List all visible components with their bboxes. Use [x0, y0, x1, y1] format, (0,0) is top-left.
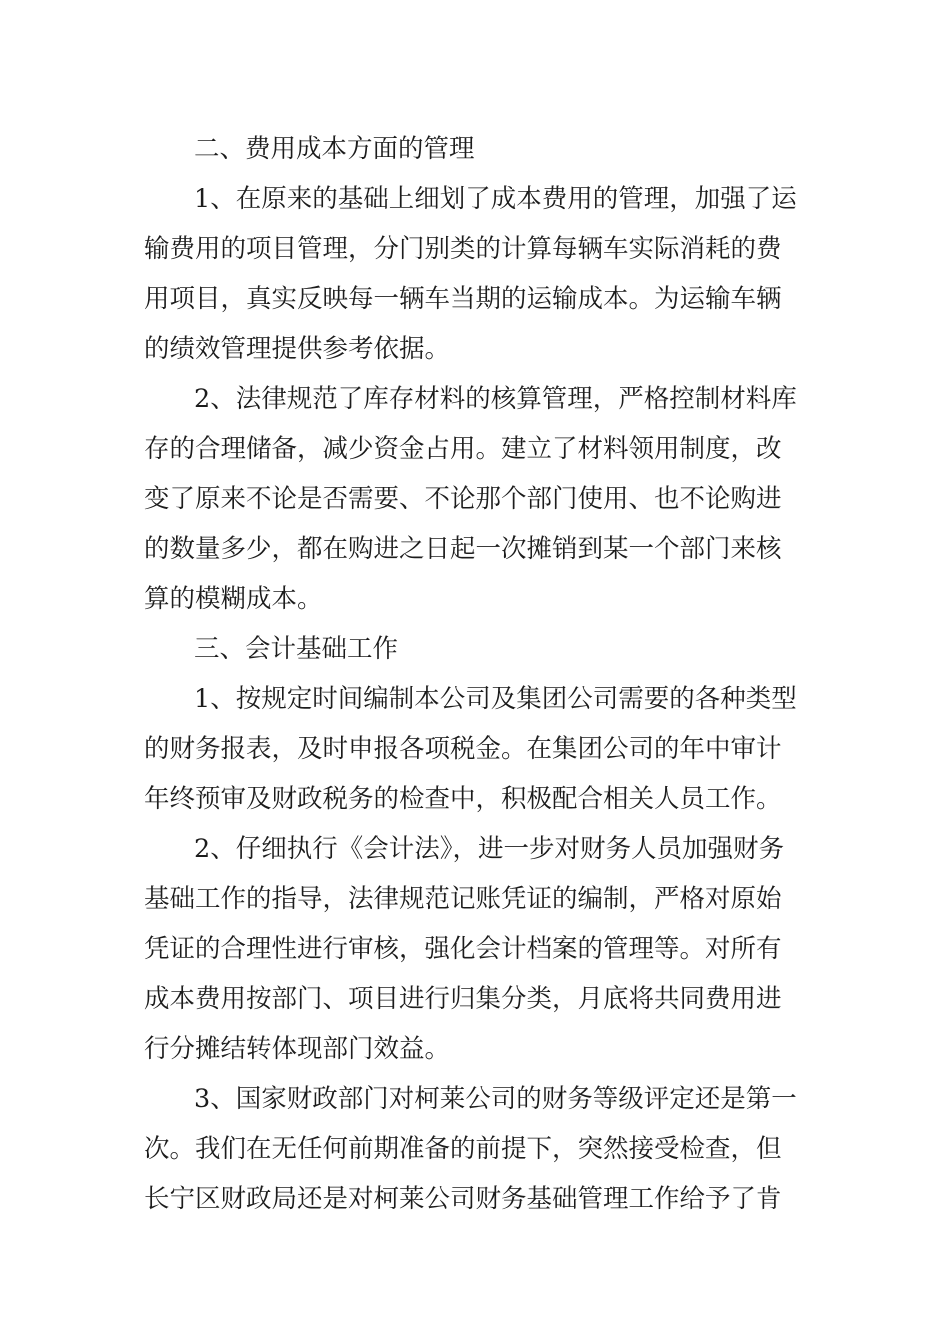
paragraph-line: 成本费用按部门、项目进行归集分类，月底将共同费用进 [144, 984, 782, 1014]
paragraph-line: 变了原来不论是否需要、不论那个部门使用、也不论购进 [144, 484, 782, 514]
paragraph-line: 行分摊结转体现部门效益。 [144, 1034, 451, 1064]
paragraph-line: 2、仔细执行《会计法》，进一步对财务人员加强财务 [194, 834, 784, 864]
paragraph-line: 凭证的合理性进行审核，强化会计档案的管理等。对所有 [144, 934, 782, 964]
paragraph-line: 基础工作的指导，法律规范记账凭证的编制，严格对原始 [144, 884, 782, 914]
paragraph-line: 3、国家财政部门对柯莱公司的财务等级评定还是第一 [194, 1084, 797, 1114]
paragraph-line: 用项目，真实反映每一辆车当期的运输成本。为运输车辆 [144, 284, 782, 314]
paragraph-line: 的财务报表，及时申报各项税金。在集团公司的年中审计 [144, 734, 782, 764]
paragraph-line: 输费用的项目管理，分门别类的计算每辆车实际消耗的费 [144, 234, 782, 264]
paragraph-line: 算的模糊成本。 [144, 584, 323, 614]
paragraph-line: 长宁区财政局还是对柯莱公司财务基础管理工作给予了肯 [144, 1184, 782, 1214]
paragraph-line: 1、按规定时间编制本公司及集团公司需要的各种类型 [194, 684, 797, 714]
paragraph-line: 次。我们在无任何前期准备的前提下，突然接受检查，但 [144, 1134, 782, 1164]
paragraph-line: 存的合理储备，减少资金占用。建立了材料领用制度，改 [144, 434, 782, 464]
section-heading-accounting-basics: 三、会计基础工作 [194, 634, 399, 664]
paragraph-line: 1、在原来的基础上细划了成本费用的管理，加强了运 [194, 184, 797, 214]
paragraph-line: 年终预审及财政税务的检查中，积极配合相关人员工作。 [144, 784, 782, 814]
paragraph-line: 的数量多少，都在购进之日起一次摊销到某一个部门来核 [144, 534, 782, 564]
paragraph-line: 2、法律规范了库存材料的核算管理，严格控制材料库 [194, 384, 797, 414]
paragraph-line: 的绩效管理提供参考依据。 [144, 334, 451, 364]
section-heading-cost-management: 二、费用成本方面的管理 [194, 134, 475, 164]
